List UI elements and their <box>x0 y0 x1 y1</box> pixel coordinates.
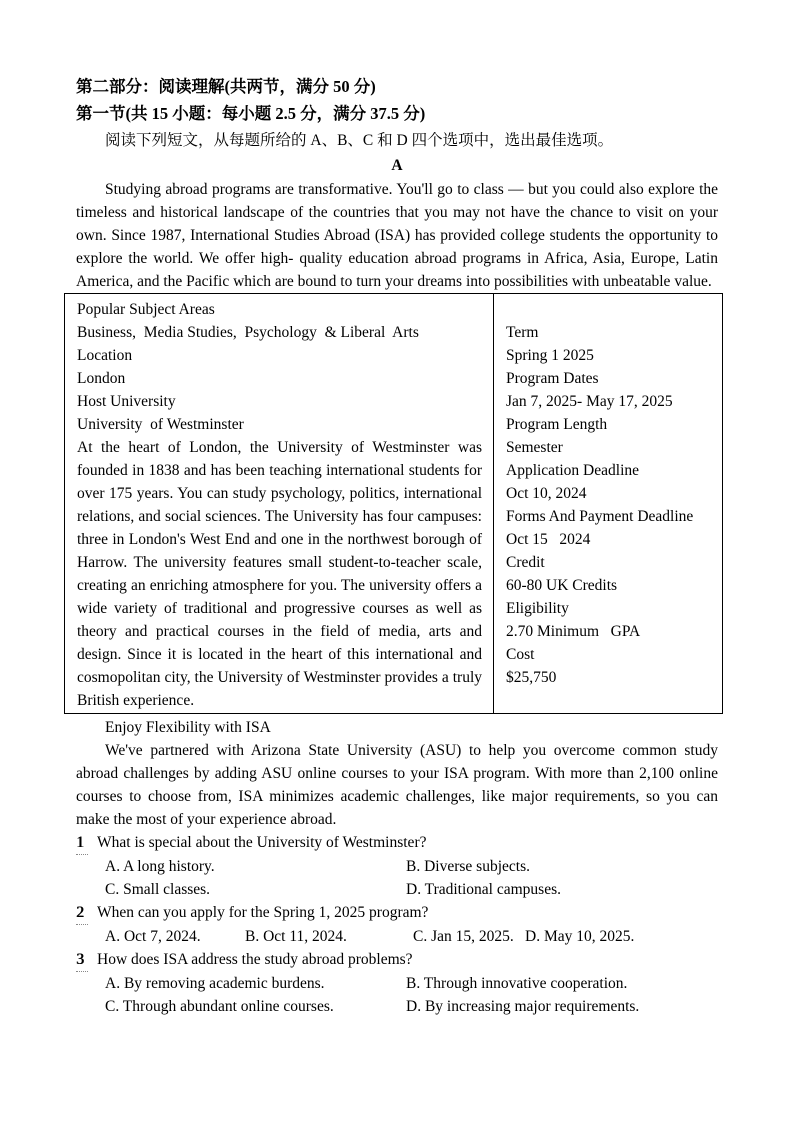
question-1-option-a: A. A long history. <box>105 858 215 875</box>
question-3-options <box>105 972 718 1018</box>
question-3-option-a: A. By removing academic burdens. <box>105 975 325 992</box>
field-label-application-deadline: Application Deadline <box>506 462 639 479</box>
section-heading: 第一节(共 15 小题：每小题 2.5 分，满分 37.5 分) <box>76 104 426 123</box>
field-value-eligibility: 2.70 Minimum GPA <box>506 623 641 640</box>
field-label-program-dates: Program Dates <box>506 370 599 387</box>
part-heading: 第二部分：阅读理解(共两节，满分 50 分) <box>76 77 376 96</box>
question-2-option-a: A. Oct 7, 2024. <box>105 928 201 945</box>
field-label-program-length: Program Length <box>506 416 608 433</box>
field-value-cost: $25,750 <box>506 669 557 686</box>
flexibility-paragraph: We've partnered with Arizona State University (ASU) to help you overcome common study abroad challenges by adding ASU online courses to your ISA program. With more than 2,100 online courses to choose from, ISA minimizes academic challenges, like major requirements, so you can make the most of your experience abroad. <box>76 742 718 828</box>
field-value-program-dates: Jan 7, 2025- May 17, 2025 <box>506 393 673 410</box>
field-label-cost: Cost <box>506 646 535 663</box>
field-value-forms-payment-deadline: Oct 15 2024 <box>506 531 591 548</box>
field-label-credit: Credit <box>506 554 545 571</box>
question-1-options <box>105 855 718 901</box>
intro-paragraph: Studying abroad programs are transformative. You'll go to class — but you could also explore the timeless and historical landscape of the countries that you may not have the chance to visit on your own. Since 1987, International Studies Abroad (ISA) has provided college students the opportunity to explore the world. We offer high- quality education abroad programs in Africa, Asia, Europe, Latin America, and the Pacific which are bound to turn your dreams into possibilities with unbeatable value. <box>76 181 718 290</box>
question-2-option-b: B. Oct 11, 2024. <box>245 928 347 945</box>
question-3-option-b: B. Through innovative cooperation. <box>406 975 628 992</box>
instructions-text: 阅读下列短文，从每题所给的 A、B、C 和 D 四个选项中，选出最佳选项。 <box>105 132 614 149</box>
field-value-credit: 60-80 UK Credits <box>506 577 618 594</box>
question-2-options <box>105 925 718 948</box>
question-3 <box>76 948 718 972</box>
field-value-term: Spring 1 2025 <box>506 347 594 364</box>
field-label-eligibility: Eligibility <box>506 600 569 617</box>
question-1-number: 1 <box>76 831 88 855</box>
question-3-option-d: D. By increasing major requirements. <box>406 998 640 1015</box>
table-cell-program-details <box>494 294 723 714</box>
field-label-host-university: Host University <box>77 393 176 410</box>
field-label-location: Location <box>77 347 133 364</box>
field-value-host-university: University of Westminster <box>77 416 244 433</box>
field-label-term: Term <box>506 324 539 341</box>
table-row <box>65 294 723 714</box>
field-label-forms-payment-deadline: Forms And Payment Deadline <box>506 508 694 525</box>
passage-label: A <box>391 157 403 174</box>
question-1 <box>76 831 718 855</box>
question-3-text: How does ISA address the study abroad problems? <box>97 951 413 968</box>
university-description: At the heart of London, the University of Westminster was founded in 1838 and has been teaching international students for over 175 years. You can study psychology, politics, international relations, and social sciences. The University has four campuses: three in London's West End and one in the northwest borough of Harrow. The university features small student-to-teacher scale, creating an enriching atmosphere for you. The university offers a wide variety of traditional and progressive courses as well as theory and practical courses in the field of media, arts and design. Since it is located in the heart of this international and cosmopolitan city, the University of Westminster provides a truly British experience. <box>77 439 482 709</box>
question-2-text: When can you apply for the Spring 1, 2025 program? <box>97 904 429 921</box>
field-label-subject-areas: Popular Subject Areas <box>77 301 215 318</box>
question-3-number: 3 <box>76 948 88 972</box>
question-1-option-d: D. Traditional campuses. <box>406 881 561 898</box>
program-info-table <box>64 293 723 714</box>
question-2-option-c: C. Jan 15, 2025. <box>413 928 514 945</box>
field-value-application-deadline: Oct 10, 2024 <box>506 485 587 502</box>
question-1-option-b: B. Diverse subjects. <box>406 858 530 875</box>
flexibility-heading: Enjoy Flexibility with ISA <box>105 719 271 736</box>
question-2-number: 2 <box>76 901 88 925</box>
question-3-option-c: C. Through abundant online courses. <box>105 998 334 1015</box>
blank-line <box>506 298 711 321</box>
question-1-option-c: C. Small classes. <box>105 881 211 898</box>
question-2 <box>76 901 718 925</box>
field-value-program-length: Semester <box>506 439 563 456</box>
question-1-text: What is special about the University of Westminster? <box>97 834 427 851</box>
field-value-subject-areas: Business, Media Studies, Psychology & Liberal Arts <box>77 324 419 341</box>
question-2-option-d: D. May 10, 2025. <box>525 928 635 945</box>
field-value-location: London <box>77 370 126 387</box>
table-cell-university <box>65 294 494 714</box>
